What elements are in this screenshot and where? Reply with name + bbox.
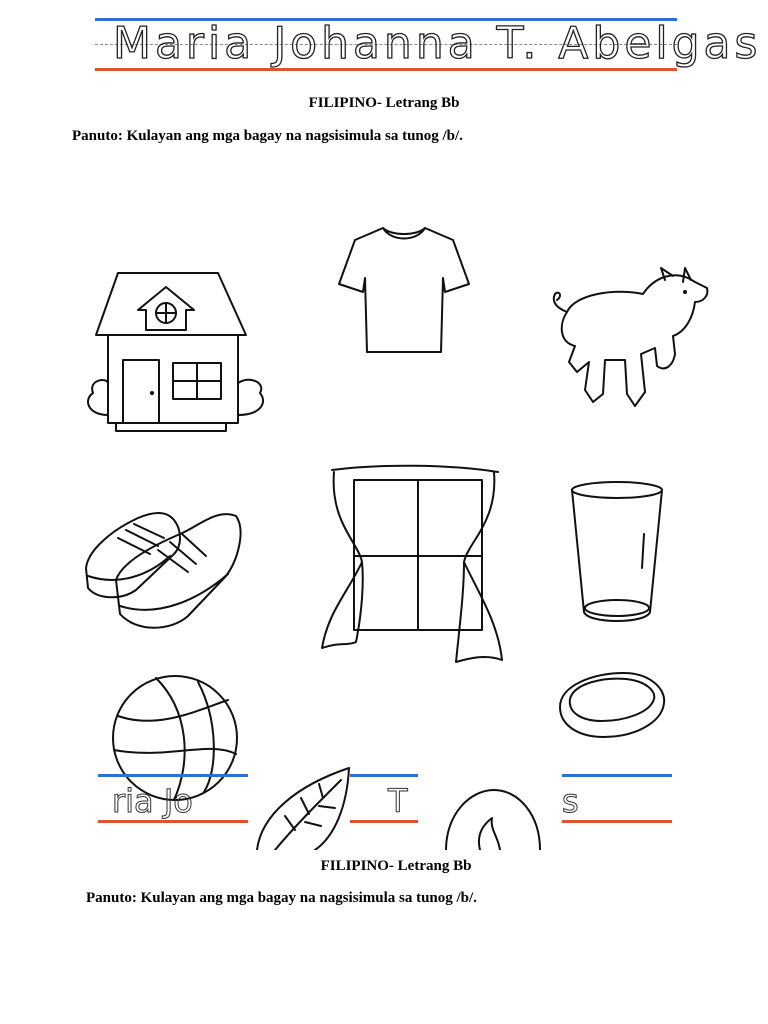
house-icon[interactable] (78, 265, 270, 433)
fruit-icon[interactable] (440, 786, 546, 850)
glass-icon[interactable] (568, 478, 666, 626)
second-name-band-middle (350, 772, 418, 822)
second-worksheet-title: FILIPINO- Letrang Bb (320, 858, 472, 874)
leaf-icon[interactable] (255, 766, 355, 850)
soap-icon[interactable] (554, 665, 670, 745)
worksheet-title: FILIPINO- Letrang Bb (308, 95, 460, 111)
tshirt-icon[interactable] (335, 222, 473, 358)
worksheet-instruction: Panuto: Kulayan ang mga bagay na nagsisimula sa tunog /b/. (72, 128, 463, 144)
shoes-icon[interactable] (78, 490, 246, 640)
second-name-fragment-2: T (388, 782, 408, 820)
name-writing-band (95, 16, 762, 76)
second-name-fragment-3: s (562, 782, 579, 820)
second-name-band-right (562, 772, 672, 822)
student-name: Maria Johanna T. Abelgas (113, 18, 762, 69)
second-name-band-left (98, 772, 248, 822)
window-icon[interactable] (318, 462, 508, 664)
pig-icon[interactable] (545, 262, 710, 412)
second-worksheet-instruction: Panuto: Kulayan ang mga bagay na nagsisimula sa tunog /b/. (86, 890, 477, 906)
second-name-fragment-1: ria Jo (112, 782, 193, 820)
